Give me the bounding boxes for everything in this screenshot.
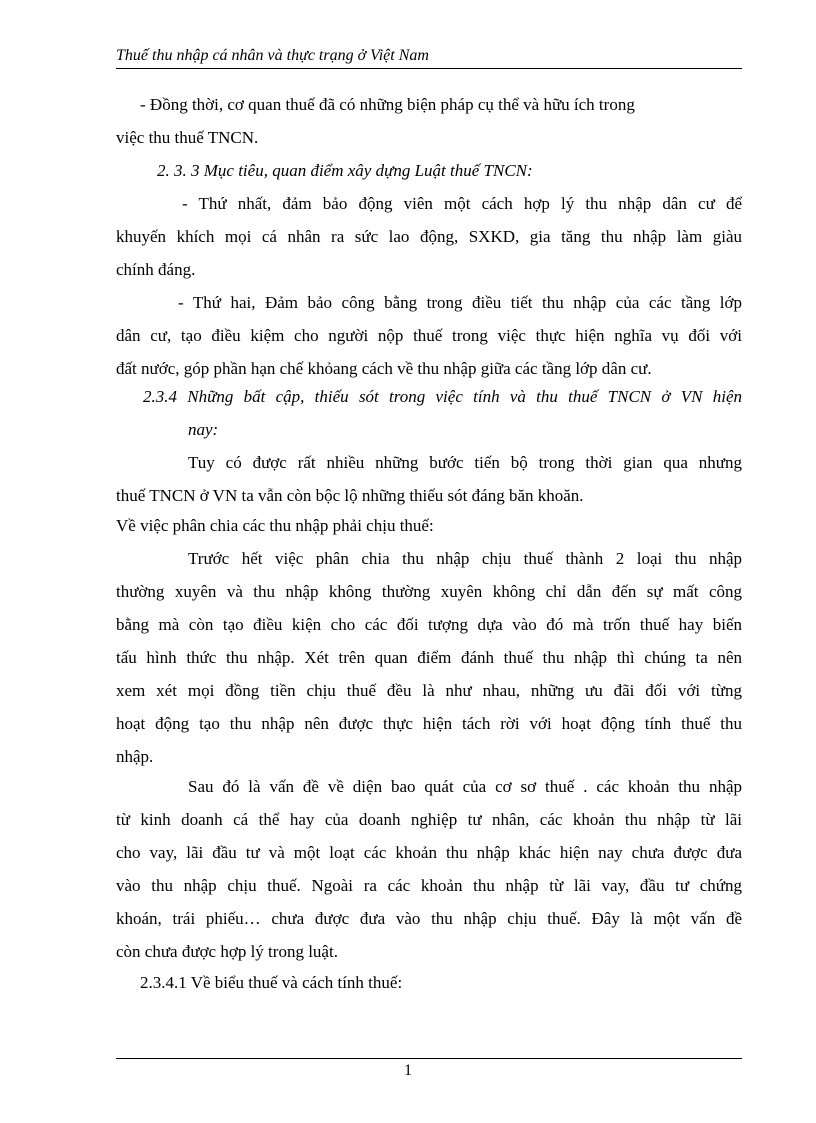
header-divider xyxy=(116,68,742,69)
text-line: khuyến khích mọi cá nhân ra sức lao động, SXKD, gia tăng thu nhập làm giàu xyxy=(116,227,742,246)
text-line: xem xét mọi đồng tiền chịu thuế đều là như nhau, những ưu đãi đối với từng xyxy=(116,681,742,700)
page-number: 1 xyxy=(404,1062,412,1079)
section-heading: nay: xyxy=(188,420,219,439)
text-line: việc thu thuế TNCN. xyxy=(116,128,259,147)
text-line: nhập. xyxy=(116,747,154,766)
text-line: từ kinh doanh cá thể hay của doanh nghiệp tư nhân, các khoản thu nhập từ lãi xyxy=(116,810,742,829)
text-line: - Thứ nhất, đảm bảo động viên một cách hợp lý thu nhập dân cư để xyxy=(182,194,742,213)
text-line: Trước hết việc phân chia thu nhập chịu thuế thành 2 loại thu nhập xyxy=(188,549,742,568)
section-heading: 2.3.4 Những bất cập, thiếu sót trong việc tính và thu thuế TNCN ở VN hiện xyxy=(143,387,742,406)
text-line: - Thứ hai, Đảm bảo công bằng trong điều tiết thu nhập của các tầng lớp xyxy=(178,293,742,312)
text-line: chính đáng. xyxy=(116,260,196,279)
text-line: khoán, trái phiếu… chưa được đưa vào thu nhập chịu thuế. Đây là một vấn đề xyxy=(116,909,742,928)
text-line: dân cư, tạo điều kiệm cho người nộp thuế trong việc thực hiện nghĩa vụ đối với xyxy=(116,326,742,345)
section-heading: 2. 3. 3 Mục tiêu, quan điểm xây dựng Luật thuế TNCN: xyxy=(157,161,533,180)
text-line: thường xuyên và thu nhập không thường xuyên không chỉ dẫn đến sự mất công xyxy=(116,582,742,601)
text-line: bằng mà còn tạo điều kiện cho các đối tượng dựa vào đó mà trốn thuế hay biến xyxy=(116,615,742,634)
text-line: vào thu nhập chịu thuế. Ngoài ra các khoản thu nhập từ lãi vay, đầu tư chứng xyxy=(116,876,742,895)
text-line: còn chưa được hợp lý trong luật. xyxy=(116,942,338,961)
text-line: tấu hình thức thu nhập. Xét trên quan điểm đánh thuế thu nhập thì chúng ta nên xyxy=(116,648,742,667)
text-line: Sau đó là vấn đề về diện bao quát của cơ sơ thuế . các khoản thu nhập xyxy=(188,777,742,796)
section-heading: 2.3.4.1 Về biểu thuế và cách tính thuế: xyxy=(140,973,403,992)
text-line: Tuy có được rất nhiều những bước tiến bộ trong thời gian qua nhưng xyxy=(188,453,742,472)
text-line: Về việc phân chia các thu nhập phải chịu thuế: xyxy=(116,516,434,535)
text-line: - Đồng thời, cơ quan thuế đã có những biện pháp cụ thể và hữu ích trong xyxy=(140,95,635,114)
text-line: hoạt động tạo thu nhập nên được thực hiện tách rời với hoạt động tính thuế thu xyxy=(116,714,742,733)
running-header: Thuế thu nhập cá nhân và thực trạng ở Việt Nam xyxy=(116,47,429,64)
text-line: thuế TNCN ở VN ta vẫn còn bộc lộ những thiếu sót đáng băn khoăn. xyxy=(116,486,584,505)
footer-divider xyxy=(116,1058,742,1059)
text-line: đất nước, góp phần hạn chế khỏang cách về thu nhập giữa các tầng lớp dân cư. xyxy=(116,359,652,378)
text-line: cho vay, lãi đầu tư và một loạt các khoản thu nhập khác hiện nay chưa được đưa xyxy=(116,843,742,862)
